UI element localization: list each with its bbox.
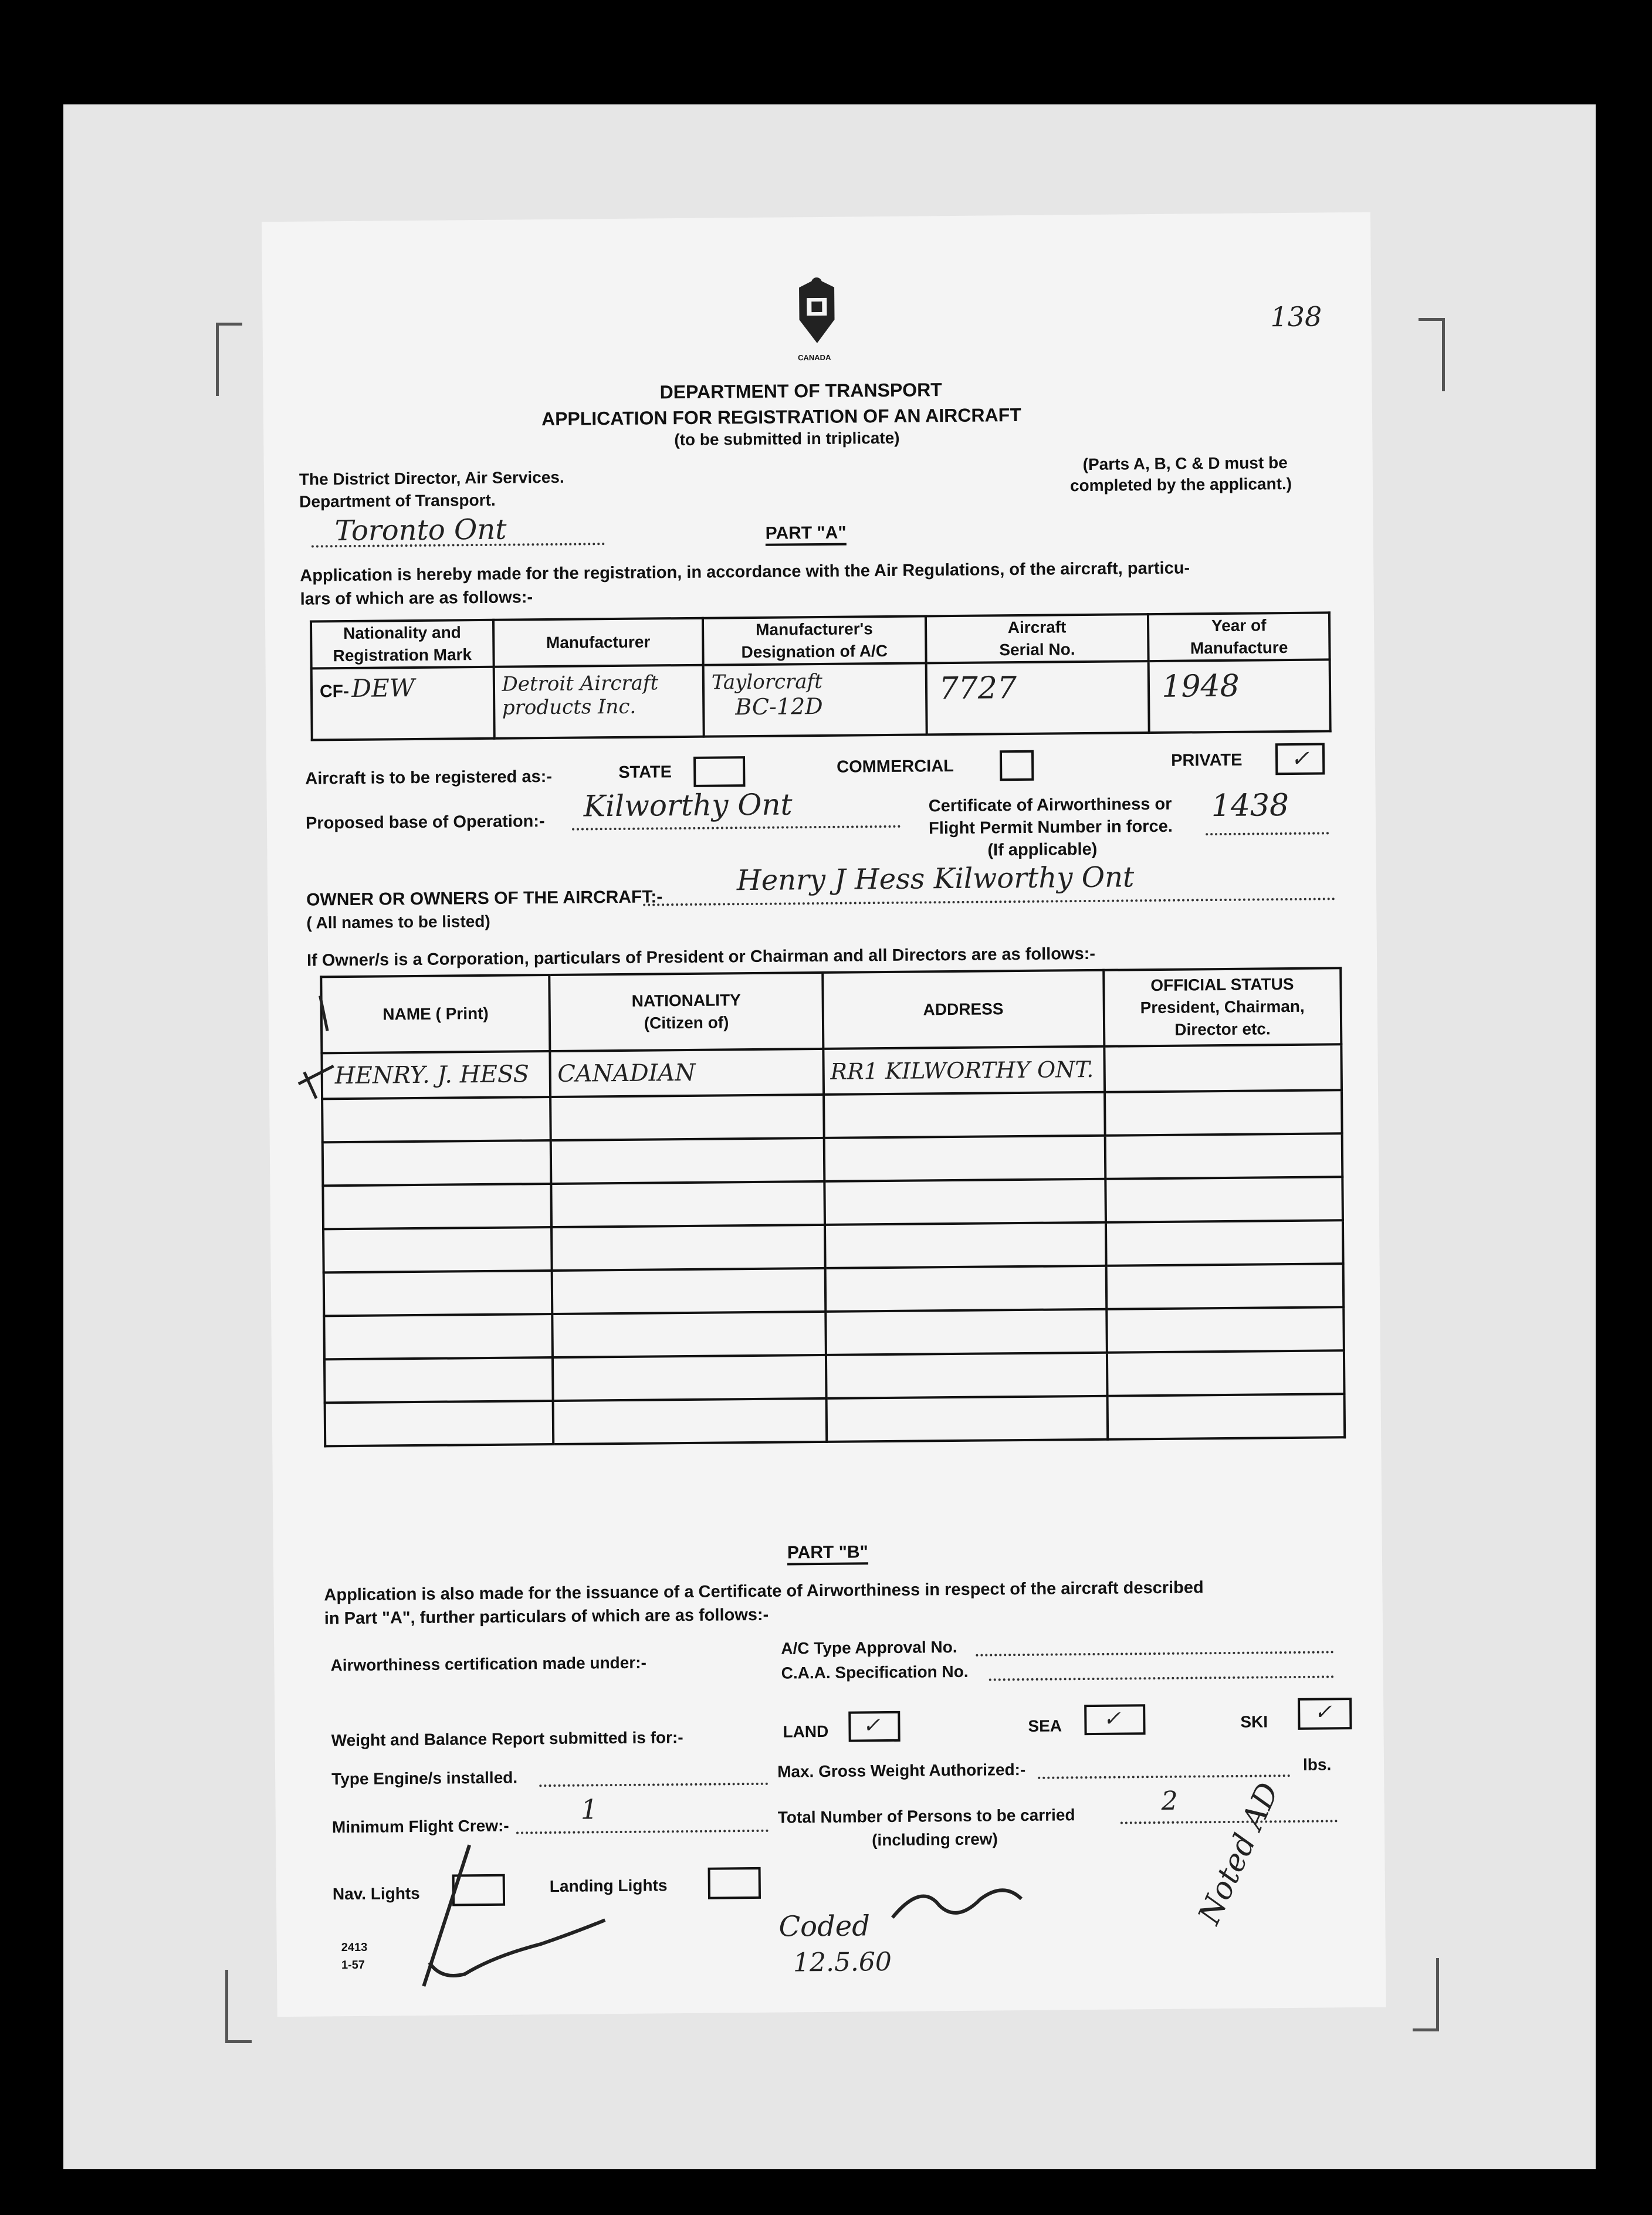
total-persons-value: 2 (1161, 1786, 1178, 1816)
column-header: Manufacturer's (756, 619, 873, 639)
mount-corner-mark (225, 1970, 252, 2043)
directors-table (320, 967, 1346, 1447)
director-tick-mark (292, 995, 340, 1102)
corporation-label: If Owner/s is a Corporation, particulars of President or Chairman and all Directors are as follows:- (306, 944, 1096, 970)
column-header: Aircraft (1007, 618, 1067, 637)
flight-crew-field (516, 1830, 769, 1834)
column-header: Registration Mark (333, 645, 472, 665)
commercial-label: COMMERCIAL (837, 756, 954, 777)
form-date: 1-57 (341, 1958, 365, 1972)
column-header: Serial No. (999, 640, 1075, 659)
form-title: APPLICATION FOR REGISTRATION OF AN AIRCRAFT (541, 404, 1021, 430)
coded-note: Coded (778, 1909, 871, 1943)
column-header: Designation of A/C (741, 641, 888, 662)
form-number: 2413 (341, 1940, 368, 1955)
mount-corner-mark (216, 323, 242, 396)
part-b-heading: PART "B" (787, 1542, 868, 1565)
certificate-value: 1438 (1211, 788, 1289, 824)
year-value: 1948 (1162, 668, 1240, 705)
coded-date: 12.5.60 (793, 1946, 892, 1978)
owner-value: Henry J Hess Kilworthy Ont (736, 861, 1135, 897)
addressee-line: Department of Transport. (299, 490, 496, 511)
base-value: Kilworthy Ont (583, 787, 793, 824)
flight-crew-value: 1 (580, 1793, 598, 1825)
flight-crew-label: Minimum Flight Crew:- (331, 1816, 509, 1837)
registration-form (262, 212, 1386, 2017)
manufacturer-value: Detroit Aircraft (502, 671, 659, 696)
commercial-checkbox[interactable] (1000, 750, 1034, 781)
base-field (572, 825, 901, 831)
manufacturer-value: products Inc. (502, 695, 637, 720)
landing-lights-checkbox[interactable] (708, 1867, 761, 1899)
part-b-intro: Application is also made for the issuance of a Certificate of Airworthiness in respect of the aircraft described (324, 1578, 1204, 1605)
registration-prefix: CF- (319, 681, 350, 702)
type-approval-field (976, 1651, 1333, 1656)
part-b-intro: in Part "A", further particulars of which are as follows:- (324, 1605, 769, 1628)
gross-weight-unit: lbs. (1302, 1755, 1332, 1774)
owner-field (643, 897, 1335, 906)
including-crew-note: (including crew) (872, 1830, 998, 1850)
private-checkbox[interactable] (1275, 743, 1325, 775)
registration-type-label: Aircraft is to be registered as:- (305, 767, 553, 788)
base-label: Proposed base of Operation:- (305, 812, 545, 833)
column-header: Director etc. (1174, 1020, 1271, 1039)
addressee-line: The District Director, Air Services. (299, 468, 564, 489)
caa-specification-field (989, 1675, 1334, 1681)
document-number: 138 (1270, 300, 1322, 333)
signature-scribble (364, 1838, 611, 1993)
state-checkbox[interactable] (693, 756, 745, 787)
parts-note: completed by the applicant.) (1069, 474, 1292, 495)
location-value: Toronto Ont (334, 513, 507, 548)
director-address: RR1 KILWORTHY ONT. (830, 1056, 1094, 1085)
owner-label: OWNER OR OWNERS OF THE AIRCRAFT:- (306, 887, 663, 910)
crest-caption: CANADA (798, 353, 831, 363)
column-header: Manufacture (1190, 638, 1288, 658)
ski-checkbox[interactable] (1298, 1698, 1352, 1730)
ski-checkmark: ✓ (1314, 1700, 1332, 1725)
total-persons-field (1120, 1820, 1338, 1824)
land-checkmark: ✓ (862, 1713, 881, 1738)
land-label: LAND (783, 1722, 829, 1741)
certificate-field (1206, 832, 1329, 835)
land-checkbox[interactable] (848, 1711, 900, 1742)
sea-checkmark: ✓ (1103, 1706, 1121, 1731)
aircraft-details-table (310, 611, 1332, 741)
part-a-heading: PART "A" (766, 523, 847, 546)
canada-crest-icon (784, 276, 849, 353)
engine-label: Type Engine/s installed. (331, 1768, 518, 1789)
type-approval-label: A/C Type Approval No. (781, 1637, 957, 1658)
state-label: STATE (618, 763, 672, 782)
private-label: PRIVATE (1170, 750, 1243, 770)
nav-lights-label: Nav. Lights (332, 1884, 420, 1904)
registration-mark: DEW (351, 673, 415, 703)
owner-note: ( All names to be listed) (306, 912, 490, 932)
gross-weight-label: Max. Gross Weight Authorized:- (777, 1760, 1026, 1781)
engine-field (539, 1783, 768, 1787)
total-persons-label: Total Number of Persons to be carried (777, 1806, 1075, 1827)
column-header: NAME ( Print) (382, 1004, 489, 1024)
weight-balance-label: Weight and Balance Report submitted is for:- (331, 1728, 683, 1750)
sea-checkbox[interactable] (1084, 1704, 1145, 1735)
column-header: President, Chairman, (1140, 997, 1305, 1017)
designation-value: BC-12D (735, 693, 823, 720)
designation-value: Taylorcraft (711, 669, 823, 695)
mount-corner-mark (1413, 1958, 1439, 2031)
column-header: Manufacturer (546, 632, 651, 652)
private-checkmark: ✓ (1290, 745, 1310, 771)
landing-lights-label: Landing Lights (549, 1876, 668, 1896)
part-a-intro: Application is hereby made for the registration, in accordance with the Air Regulations, of the aircraft, particu- (300, 558, 1190, 585)
column-header: OFFICIAL STATUS (1150, 974, 1294, 995)
gross-weight-field (1038, 1774, 1290, 1779)
parts-note: (Parts A, B, C & D must be (1082, 453, 1288, 474)
table-row (325, 1394, 1345, 1446)
sea-label: SEA (1028, 1716, 1062, 1735)
column-header: Year of (1211, 616, 1267, 635)
certificate-note: (If applicable) (987, 839, 1098, 860)
form-subtitle: (to be submitted in triplicate) (674, 428, 900, 449)
noted-note: Noted AD (1191, 1777, 1287, 1930)
column-header: NATIONALITY (631, 991, 741, 1010)
director-nationality: CANADIAN (557, 1059, 696, 1088)
column-header: Nationality and (343, 623, 461, 643)
part-a-intro: lars of which are as follows:- (300, 588, 533, 609)
caa-specification-label: C.A.A. Specification No. (781, 1662, 969, 1682)
department-heading: DEPARTMENT OF TRANSPORT (659, 379, 942, 403)
coded-signature-scribble (886, 1875, 1028, 1929)
certificate-label: Certificate of Airworthiness or (928, 794, 1172, 816)
mount-corner-mark (1419, 318, 1445, 391)
airworthiness-label: Airworthiness certification made under:- (330, 1653, 646, 1675)
certificate-label: Flight Permit Number in force. (928, 817, 1173, 838)
ski-label: SKI (1240, 1712, 1268, 1731)
column-header: (Citizen of) (644, 1013, 729, 1032)
serial-value: 7727 (939, 670, 1017, 707)
column-header: ADDRESS (923, 1000, 1004, 1019)
director-name: HENRY. J. HESS (334, 1061, 530, 1090)
